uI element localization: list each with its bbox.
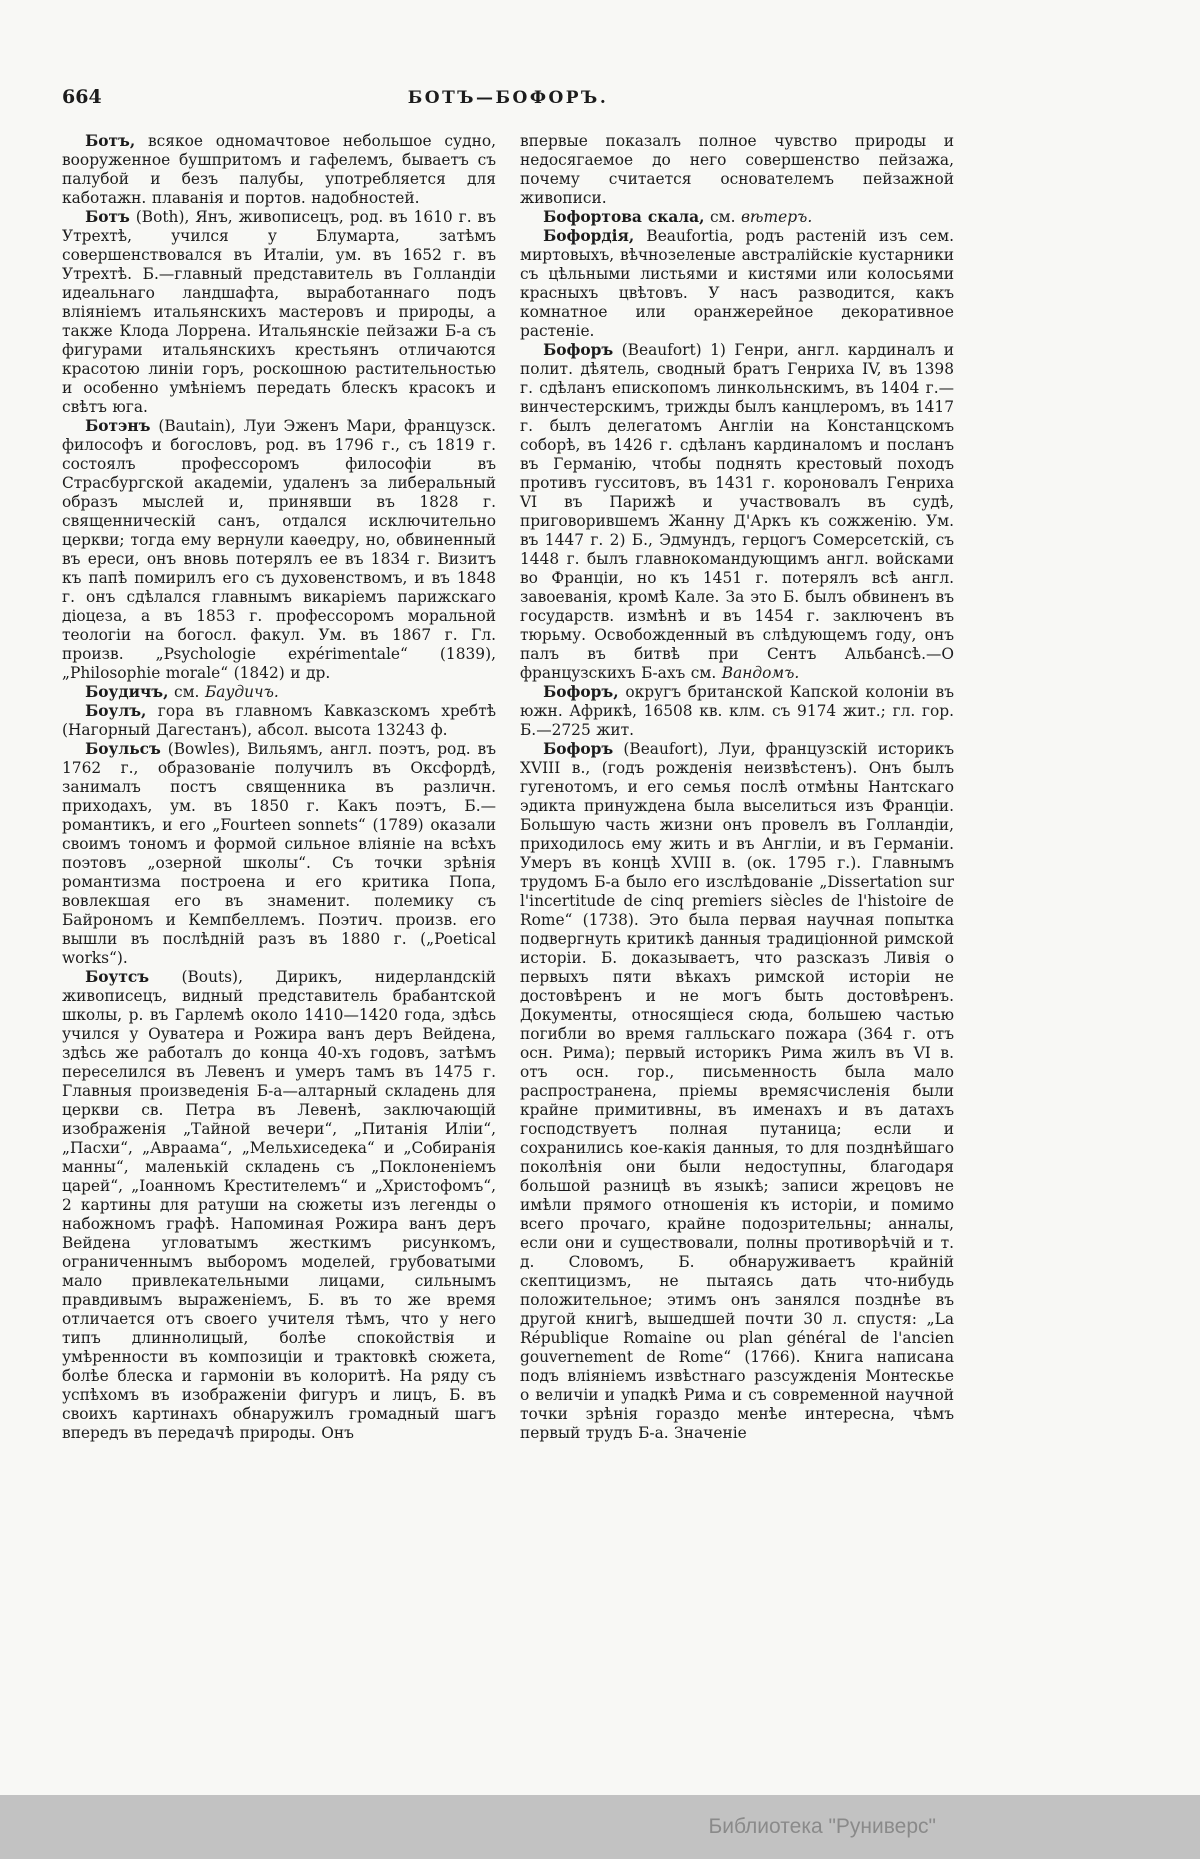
entry-paragraph [520, 341, 954, 683]
text-columns [62, 132, 954, 1443]
entry-paragraph [62, 417, 496, 683]
continuation-paragraph [520, 132, 954, 208]
running-title: БОТЪ—БОФОРЪ. [407, 88, 609, 108]
entry-paragraph [62, 683, 496, 702]
entry-paragraph [62, 740, 496, 968]
entry-text: см. [709, 208, 741, 226]
entry-paragraph [520, 740, 954, 1443]
entry-headword: Боульсъ [85, 740, 161, 758]
entry-headword: Бофортова скала, [543, 208, 705, 226]
entry-text: (Bautain), Луи Эженъ Мари, французск. философъ и богословъ, род. въ 1796 г., съ 1819 г. состоялъ профессоромъ философіи въ Страсбургской академіи, удаленъ за либеральный образъ мыслей и, принявши въ 1828 г. священническій санъ, отдался исключительно церкви; тогда ему вернули каѳедру, но, обвиненный въ ереси, онъ вновь потерялъ ее въ 1834 г. Визитъ къ папѣ помирилъ его съ духовенствомъ, и въ 1848 г. онъ сдѣлался главнымъ викаріемъ парижскаго діоцеза, а въ 1853 г. профессоромъ моральной теологіи на богосл. факул. Ум. въ 1867 г. Гл. произв. „Psychologie expérimentale“ (1839), „Philosophie morale“ (1842) и др. [62, 417, 496, 682]
entry-paragraph [62, 702, 496, 740]
entry-headword: Боулъ, [85, 702, 147, 720]
entry-paragraph [520, 227, 954, 341]
entry-headword: Ботэнъ [85, 417, 151, 435]
entry-headword: Боутсъ [85, 968, 150, 986]
entry-headword: Бофоръ [543, 740, 614, 758]
entry-text: всякое одномачтовое небольшое судно, вооруженное бушпритомъ и гафелемъ, бываетъ съ палубой и безъ палубы, употребляется для каботажн. плаванія и портов. надобностей. [62, 132, 496, 207]
entry-text: (Beaufort) 1) Генри, англ. кардиналъ и полит. дѣятель, сводный братъ Генриха IV, въ 1398 г. сдѣланъ епископомъ линкольнскимъ, въ 1404 г.—винчестерскимъ, трижды былъ канцлеромъ, въ 1417 г. былъ делегатомъ Англіи на Констанцскомъ соборѣ, въ 1426 г. сдѣланъ кардиналомъ и посланъ въ Германію, чтобы поднять крестовый походъ противъ гусситовъ, въ 1431 г. короновалъ Генриха VI въ Парижѣ и участвовалъ въ судѣ, приговорившемъ Жанну Д'Аркъ къ сожженію. Ум. въ 1447 г. 2) Б., Эдмундъ, герцогъ Сомерсетскій, съ 1448 г. былъ главнокомандующимъ англ. войсками во Франціи, но къ 1451 г. потерялъ всѣ англ. завоеванія, кромѣ Кале. За это Б. былъ обвиненъ въ государств. измѣнѣ и въ 1454 г. заключенъ въ тюрьму. Освобожденный въ слѣдующемъ году, онъ палъ въ битвѣ при Сентъ Альбансѣ.—О французскихъ Б-ахъ см. [520, 341, 954, 682]
entry-headword: Бофоръ, [543, 683, 619, 701]
entry-text: (Both), Янъ, живописецъ, род. въ 1610 г. въ Утрехтѣ, учился у Блумарта, затѣмъ совершенствовался въ Италіи, ум. въ 1652 г. въ Утрехтѣ. Б.—главный представитель въ Голландіи идеальнаго ландшафта, выработаннаго подъ вліяніемъ итальянскихъ мастеровъ и природы, а также Клода Лоррена. Итальянскіе пейзажи Б-а съ фигурами итальянскихъ крестьянъ отличаются красотою линіи горъ, роскошною растительностью и особенно умѣніемъ передать блескъ красокъ и свѣтъ юга. [62, 208, 496, 416]
right-column [520, 132, 954, 1443]
left-column [62, 132, 496, 1443]
cross-reference: Вандомъ. [721, 664, 800, 682]
entry-paragraph [62, 968, 496, 1443]
entry-text: округъ британской Капской колоніи въ южн. Африкѣ, 16508 кв. клм. съ 9174 жит.; гл. гор. Б.—2725 жит. [520, 683, 954, 739]
cross-reference: Баудичъ. [204, 683, 279, 701]
watermark-bar [0, 1795, 1200, 1859]
entry-text: Beaufortia, родъ растеній изъ сем. миртовыхъ, вѣчнозеленые австралійскіе кустарники съ цѣльными листьями и кистями или колосьями красныхъ цвѣтовъ. У насъ разводится, какъ комнатное или оранжерейное декоративное растеніе. [520, 227, 954, 340]
entry-paragraph [520, 208, 954, 227]
entry-headword: Бофордія, [543, 227, 635, 245]
entry-paragraph [62, 132, 496, 208]
entry-paragraph [62, 208, 496, 417]
entry-text: (Beaufort), Луи, французскій историкъ XVIII в., (годъ рожденія неизвѣстенъ). Онъ былъ гугенотомъ, и его семья послѣ отмѣны Нантскаго эдикта принуждена была выселиться изъ Франціи. Большую часть жизни онъ провелъ въ Голландіи, приходилось ему жить и въ Англіи, и въ Германіи. Умеръ въ концѣ XVIII в. (ок. 1795 г.). Главнымъ трудомъ Б-а было его изслѣдованіе „Dissertation sur l'incertitude de cinq premiers siècles de l'histoire de Rome“ (1738). Это была первая научная попытка подвергнуть критикѣ данныя традиціонной римской исторіи. Б. доказываетъ, что разсказъ Ливія о первыхъ пяти вѣкахъ римской исторіи не достовѣренъ и не могъ быть достовѣренъ. Документы, относящіеся сюда, большею частью погибли во время галльскаго пожара (364 г. отъ осн. Рима); первый историкъ Рима жилъ въ VI в. отъ осн. гор., письменность была мало распространена, пріемы времясчисленія были крайне примитивны, въ именахъ и въ датахъ господствуетъ полная путаница; если и сохранились кое-какія данныя, то для позднѣйшаго поколѣнія они были недоступны, благодаря большой разницѣ въ языкѣ; записи жрецовъ не имѣли прямого отношенія къ исторіи, и помимо всего прочаго, крайне подозрительны; анналы, если они и существовали, полны противорѣчій и т. д. Словомъ, Б. обнаруживаетъ крайній скептицизмъ, не пытаясь дать что-нибудь положительное; этимъ онъ занялся позднѣе въ другой книгѣ, вышедшей почти 30 л. спустя: „La République Romaine ou plan général de l'ancien gouvernement de Rome“ (1766). Книга написана подъ вліяніемъ извѣстнаго разсужденія Монтескье о величіи и упадкѣ Рима и съ современной научной точки зрѣнія гораздо менѣе интересна, чѣмъ первый трудъ Б-а. Значеніе [520, 740, 954, 1442]
page-header [62, 86, 954, 108]
entry-text: (Bouts), Дирикъ, нидерландскій живописецъ, видный представитель брабантской школы, р. въ Гарлемѣ около 1410—1420 года, здѣсь учился у Оуватера и Рожира ванъ деръ Вейдена, здѣсь же работалъ до конца 40-хъ годовъ, затѣмъ переселился въ Левенъ и умеръ тамъ въ 1475 г. Главныя произведенія Б-а—алтарный складень для церкви св. Петра въ Левенѣ, заключающій изображенія „Тайной вечери“, „Питанія Иліи“, „Пасхи“, „Авраама“, „Мельхиседека“ и „Собиранія манны“, маленькій складень съ „Поклоненіемъ царей“, „Іоанномъ Крестителемъ“ и „Христофомъ“, 2 картины для ратуши на сюжеты изъ легенды о набожномъ графѣ. Напоминая Рожира ванъ деръ Вейдена угловатымъ жесткимъ рисункомъ, ограниченнымъ выборомъ моделей, грубоватыми мало привлекательными лицами, сильнымъ правдивымъ выраженіемъ, Б. въ то же время отличается отъ своего учителя тѣмъ, что у него типъ длиннолицый, болѣе спокойствія и умѣренности въ композиціи и трактовкѣ сюжета, болѣе блеска и гармоніи въ колоритѣ. На ряду съ успѣхомъ въ изображеніи фигуръ и лицъ, Б. въ своихъ картинахъ обнаружилъ громадный шагъ впередъ въ передачѣ природы. Онъ [62, 968, 496, 1442]
entry-headword: Боудичъ, [85, 683, 169, 701]
entry-headword: Бофоръ [543, 341, 614, 359]
watermark-text: Библиотека "Руниверс" [708, 1815, 936, 1838]
cross-reference: вѣтеръ. [740, 208, 813, 226]
entry-text: см. [173, 683, 205, 701]
entry-paragraph [520, 683, 954, 740]
entry-headword: Ботъ [85, 208, 130, 226]
entry-text: впервые показалъ полное чувство природы и недосягаемое до него совершенство пейзажа, почему считается основателемъ пейзажной живописи. [520, 132, 954, 207]
entry-text: (Bowles), Вильямъ, англ. поэтъ, род. въ 1762 г., образованіе получилъ въ Оксфордѣ, занималъ постъ священника въ различн. приходахъ, ум. въ 1850 г. Какъ поэтъ, Б.—романтикъ, и его „Fourteen sonnets“ (1789) оказали своимъ тономъ и формой сильное вліяніе на всѣхъ поэтовъ „озерной школы“. Съ точки зрѣнія романтизма построена и его критика Попа, вовлекшая его въ знаменит. полемику съ Байрономъ и Кемпбеллемъ. Поэтич. произв. его вышли въ послѣдній разъ въ 1880 г. („Poetical works“). [62, 740, 496, 967]
entry-text: гора въ главномъ Кавказскомъ хребтѣ (Нагорный Дагестанъ), абсол. высота 13243 ф. [62, 702, 496, 739]
entry-headword: Ботъ, [85, 132, 136, 150]
page-number: 664 [62, 86, 102, 108]
